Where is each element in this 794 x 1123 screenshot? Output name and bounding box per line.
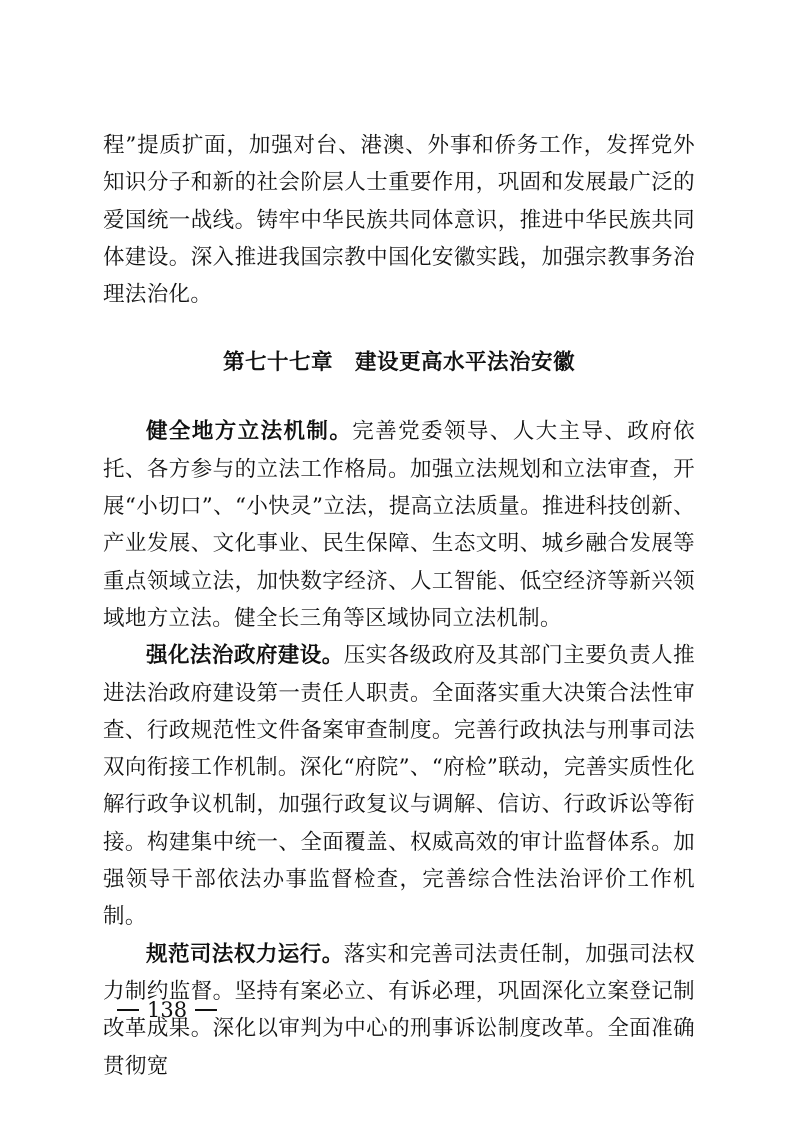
chapter-number: 第七十七章 <box>222 350 333 376</box>
section-paragraph-government <box>103 637 695 935</box>
page-body <box>103 127 695 1085</box>
section-text: 压实各级政府及其部门主要负责人推进法治政府建设第一责任人职责。全面落实重大决策合法性审查、行政规范性文件备案审查制度。完善行政执法与刑事司法双向衔接工作机制。深化“府院”、“府检”联动，完善实质性化解行政争议机制，加强行政复议与调解、信访、行政诉讼等衔接。构建集中统一、全面覆盖、权威高效的审计监督体系。加强领导干部依法办事监督检查，完善综合性法治评价工作机制。 <box>103 643 695 930</box>
section-text: 完善党委领导、人大主导、政府依托、各方参与的立法工作格局。加强立法规划和立法审查，开展“小切口”、“小快灵”立法，提高立法质量。推进科技创新、产业发展、文化事业、民生保障、生态文明、城乡融合发展等重点领域立法，加快数字经济、人工智能、低空经济等新兴领域地方立法。健全长三角等区域协同立法机制。 <box>103 419 695 631</box>
page-number: 138 <box>147 998 188 1022</box>
footer-dash-left <box>117 1009 139 1011</box>
section-heading: 规范司法权力运行。 <box>146 941 344 967</box>
chapter-title: 建设更高水平法治安徽 <box>355 350 576 376</box>
page-footer <box>117 994 217 1026</box>
section-text: 落实和完善司法责任制，加强司法权力制约监督。坚持有案必立、有诉必理，巩固深化立案登记制改革成果。深化以审判为中心的刑事诉讼制度改革。全面准确贯彻宽 <box>103 941 695 1079</box>
chapter-heading <box>103 344 695 381</box>
section-heading: 强化法治政府建设。 <box>146 643 344 669</box>
footer-dash-right <box>195 1009 217 1011</box>
intro-paragraph: 程”提质扩面，加强对台、港澳、外事和侨务工作，发挥党外知识分子和新的社会阶层人士重要作用，巩固和发展最广泛的爱国统一战线。铸牢中华民族共同体意识，推进中华民族共同体建设。深入推进我国宗教中国化安徽实践，加强宗教事务治理法治化。 <box>103 133 695 308</box>
section-paragraph-legislation <box>103 413 695 637</box>
section-heading: 健全地方立法机制。 <box>146 419 353 445</box>
